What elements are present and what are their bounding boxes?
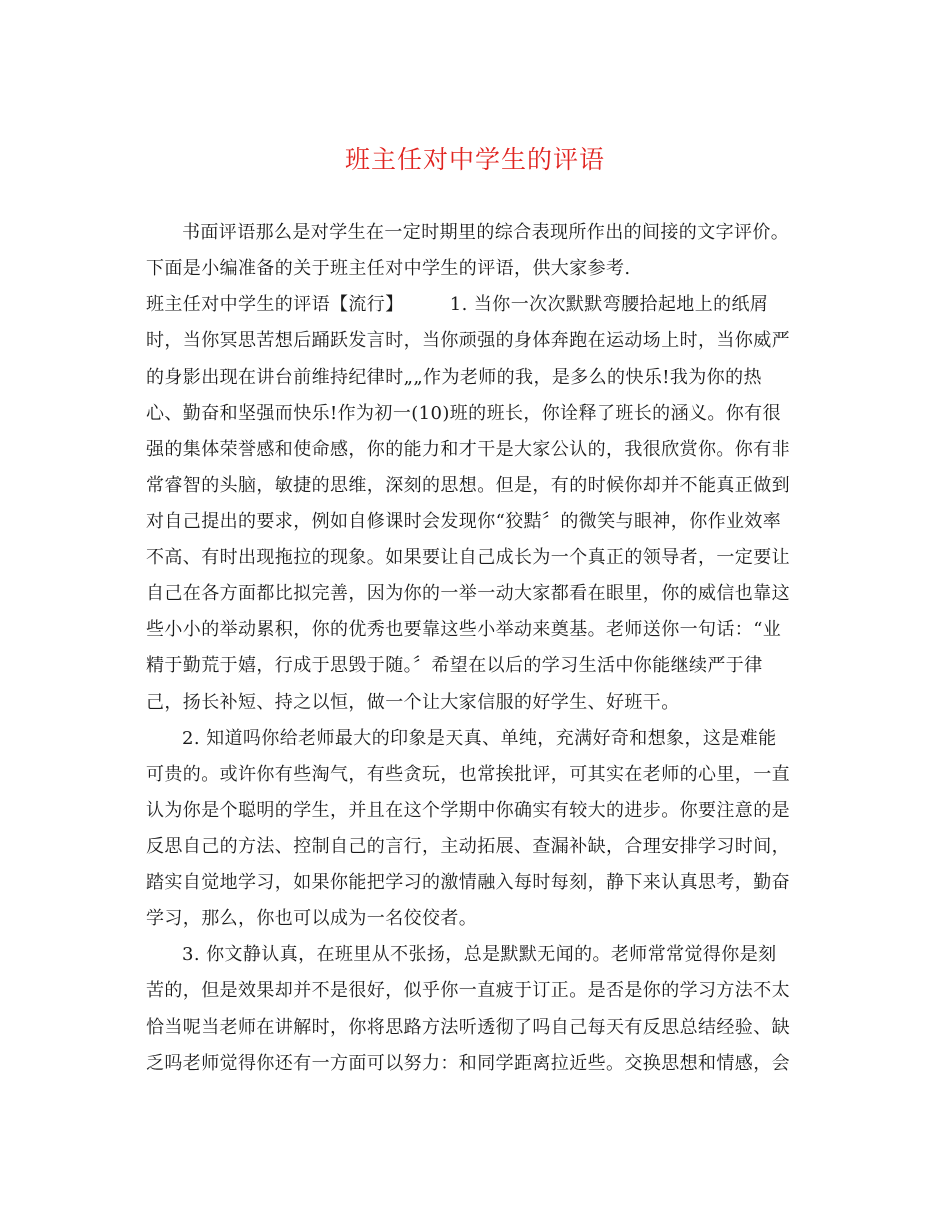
paragraph-line: 强的集体荣誉感和使命感，你的能力和才干是大家公认的，我很欣赏你。你有非 xyxy=(146,439,790,460)
paragraph-line: 认为你是个聪明的学生，并且在这个学期中你确实有较大的进步。你要注意的是 xyxy=(146,800,790,821)
paragraph-line: 己，扬长补短、持之以恒，做一个让大家信服的好学生、好班干。 xyxy=(146,692,680,713)
paragraph-line: 学习，那么，你也可以成为一名佼佼者。 xyxy=(146,908,478,929)
paragraph-line: 心、勤奋和坚强而快乐!作为初一(10)班的班长，你诠释了班长的涵义。你有很 xyxy=(146,403,781,424)
paragraph-line: 书面评语那么是对学生在一定时期里的综合表现所作出的间接的文字评价。 xyxy=(182,222,790,243)
page-title: 班主任对中学生的评语 xyxy=(344,145,605,174)
paragraph-line: 时，当你冥思苦想后踊跃发言时，当你顽强的身体奔跑在运动场上时，当你威严 xyxy=(146,330,790,351)
paragraph-line: 班主任对中学生的评语【流行】 1. 当你一次次默默弯腰拾起地上的纸屑 xyxy=(146,294,769,315)
paragraph-line: 踏实自觉地学习，如果你能把学习的激情融入每时每刻，静下来认真思考，勤奋 xyxy=(146,872,790,893)
paragraph-line: 常睿智的头脑，敏捷的思维，深刻的思想。但是，有的时候你却并不能真正做到 xyxy=(146,475,790,496)
paragraph-line: 苦的，但是效果却并不是很好，似乎你一直疲于订正。是否是你的学习方法不太 xyxy=(146,980,790,1001)
paragraph-line: 恰当呢当老师在讲解时，你将思路方法听透彻了吗自己每天有反思总结经验、缺 xyxy=(146,1017,790,1038)
paragraph-line: 2. 知道吗你给老师最大的印象是天真、单纯，充满好奇和想象，这是难能 xyxy=(182,728,777,749)
paragraph-line: 3. 你文静认真，在班里从不张扬，总是默默无闻的。老师常常觉得你是刻 xyxy=(182,944,777,965)
paragraph-line: 的身影出现在讲台前维持纪律时„„作为老师的我，是多么的快乐!我为你的热 xyxy=(146,367,762,388)
paragraph-line: 下面是小编准备的关于班主任对中学生的评语，供大家参考. xyxy=(146,258,631,279)
paragraph-line: 乏吗老师觉得你还有一方面可以努力：和同学距离拉近些。交换思想和情感，会 xyxy=(146,1053,790,1074)
paragraph-line: 对自己提出的要求，例如自修课时会发现你“狡黠〞的微笑与眼神，你作业效率 xyxy=(146,511,782,532)
paragraph-line: 精于勤荒于嬉，行成于思毁于随。〞希望在以后的学习生活中你能继续严于律 xyxy=(146,655,763,676)
paragraph-line: 反思自己的方法、控制自己的言行，主动拓展、查漏补缺，合理安排学习时间， xyxy=(146,836,790,857)
paragraph-line: 自己在各方面都比拟完善，因为你的一举一动大家都看在眼里，你的威信也靠这 xyxy=(146,583,790,604)
paragraph-line: 可贵的。或许你有些淘气，有些贪玩，也常挨批评，可其实在老师的心里，一直 xyxy=(146,764,790,785)
paragraph-line: 不高、有时出现拖拉的现象。如果要让自己成长为一个真正的领导者，一定要让 xyxy=(146,547,790,568)
paragraph-line: 些小小的举动累积，你的优秀也要靠这些小举动来奠基。老师送你一句话：“业 xyxy=(146,619,782,640)
